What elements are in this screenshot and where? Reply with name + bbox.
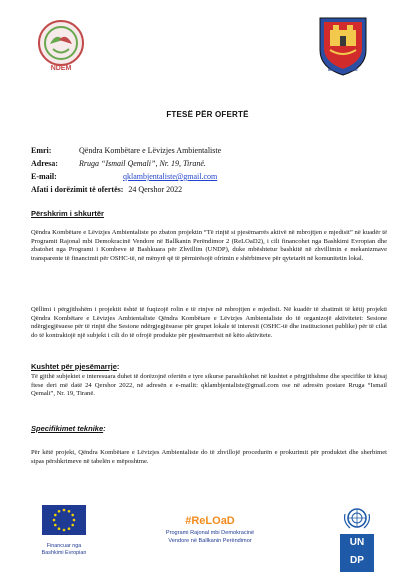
reload-title: #ReLOaD [185,515,235,527]
specifikimet-heading: Specifikimet teknike [31,424,104,433]
bashkia-tirane-crest [316,12,370,78]
adresa-value: Rruga “Ismail Qemali”, Nr. 19, Tiranë. [79,159,206,168]
undp-letters: UNDP [349,537,365,566]
email-row [31,172,217,182]
eu-caption-line1: Financuar nga [46,543,82,549]
kushtet-colon: : [116,362,120,371]
emri-row [31,146,221,156]
undp-logo-block [340,506,374,572]
ndem-logo [36,16,86,76]
emri-label: Emri: [31,146,52,155]
email-link[interactable]: qklambjentaliste@gmail.com [123,172,218,181]
document-title: FTESË PËR OFERTË [166,110,249,119]
undp-text [340,534,374,572]
permbledhje-paragraph-1: Qëndra Kombëtare e Lëvizjes Ambientaliste po zbaton projektin “Të rinjtë si pjesëmarrës aktivë në mbrojtjen e mjedisit” në kuadër të Programit Rajonal mbi Demokracinë Vendore në Ballkanin Perëndimor 2 (ReLOaD2), i cili financohet nga Bashkimi Evropian dhe zbatohet nga Programi i Kombeve të Bashkuara për Zhvillim (UNDP), duke mbështetur bashkitë në zhvillimin e mekanizmave transparente të financimit për OSHC-të, në mënyrë që të përmirësojë ofrimin e shërbimeve për qytetarët në komunitetin lokal. [31,229,387,262]
permbledhje-paragraph-2: Qëllimi i përgjithshëm i projektit është të fuqizojë rolin e të rinjve në mbrojtjen e mjedisit. Në kuadër të zbatimit të këtij projekti Qëndra Kombëtare e Lëvizjes Ambientaliste Qëndra Kombëtare e Lëvizjes Ambientaliste do të organizojë aktivitetet: Sesione ndërgjegjësuese për të rinjtë dhe Sesione ndërgjegjësuese për grupet lokale të interesit (OSHC-të dhe institucionet publike) për të cilat do të kontraktojë një subjekt i cili do të ofrojë produkte për pjesëmarrësit në këto aktivitete. [31,306,387,339]
bashkia-crest-text: BASHKIA TIRANË [328,68,358,72]
afati-value: 24 Qershor 2022 [128,185,183,194]
specifikimet-paragraph: Për këtë projekt, Qëndra Kombëtare e Lëvizjes Ambientaliste do të zhvillojë procedurën e prokurimit për produktet dhe sherbimet sipas përshkrimeve në tabelën e mëposhtme. [31,449,387,465]
permbledhje-heading: Përshkrim i shkurtër [31,209,104,218]
adresa-row [31,159,206,169]
kushtet-heading-row [31,362,119,371]
reload-logo-block [140,515,280,555]
kushtet-paragraph: Të gjithë subjektet e interesuara duhet të dorëzojnë ofertën e tyre sikurse parashikohet në kushtet e përgjithshme dhe specifike të kësaj ftese deri më datë 24 Qershor 2022, në adresën e e-mailit: qklambjentaliste@gmail.com ose në adresën postare Rruga “Ismail Qemali”, Nr. 19, Tiranë. [31,373,387,398]
reload-line1: Programi Rajonal mbi Demokracinë [165,530,255,536]
specifikimet-colon: : [103,424,106,433]
ndem-logo-text: NDEM [50,65,72,72]
afati-label: Afati i dorëzimit të ofertës: [31,185,124,194]
emri-value: Qëndra Kombëtare e Lëvizjes Ambientaliste [79,146,222,155]
eu-caption-line2: Bashkimi Evropian [41,550,87,556]
eu-logo-block [26,505,102,565]
kushtet-heading: Kushtet për pjesëmarrje [31,362,117,371]
un-emblem-icon [340,506,374,532]
eu-flag-icon [42,505,86,535]
email-label: E-mail: [31,172,57,181]
adresa-label: Adresa: [31,159,58,168]
specifikimet-heading-row [31,424,106,433]
reload-line2: Vendore në Ballkanin Perëndimor [168,538,252,544]
afati-row [31,185,182,195]
